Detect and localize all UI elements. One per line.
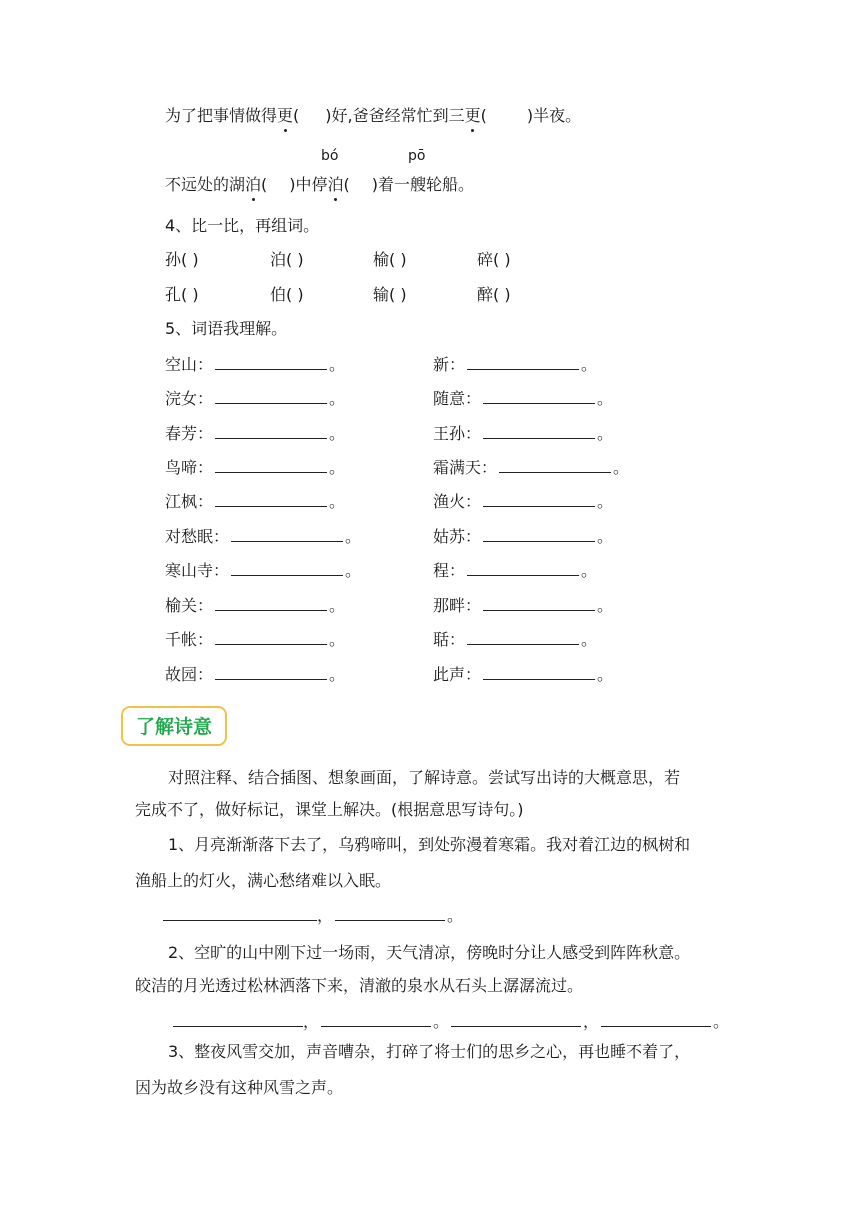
vocab-item: 春芳： 。 xyxy=(165,424,346,443)
vocab-item: 霜满天： 。 xyxy=(433,458,630,477)
answer-blank[interactable] xyxy=(483,389,595,404)
answer-blank[interactable] xyxy=(163,906,317,921)
intro-line-1: 对照注释、结合插图、想象画面，了解诗意。尝试写出诗的大概意思，若 xyxy=(168,768,681,787)
marked-char: 更 xyxy=(464,106,481,125)
pinyin-po: pō xyxy=(408,148,426,164)
section-badge xyxy=(121,706,227,746)
answer-blank[interactable] xyxy=(499,458,611,473)
answer-blank[interactable] xyxy=(483,492,595,507)
q4-item[interactable]: 孙( ) xyxy=(165,250,199,269)
pinyin-bo: bó xyxy=(321,148,339,164)
answer-blank[interactable] xyxy=(321,1012,431,1027)
item-2-line-1: 2、空旷的山中刚下过一场雨，天气清凉，傍晚时分让人感受到阵阵秋意。 xyxy=(168,943,691,962)
answer-blank[interactable] xyxy=(215,424,327,439)
vocab-item: 寒山寺： 。 xyxy=(165,561,362,580)
answer-blank[interactable] xyxy=(215,389,327,404)
answer-blank[interactable] xyxy=(483,527,595,542)
vocab-item: 榆关： 。 xyxy=(165,596,346,615)
item-2-line-2: 皎洁的月光透过松林洒落下来，清澈的泉水从石头上潺潺流过。 xyxy=(135,976,584,995)
text: )中停 xyxy=(289,175,328,194)
answer-blank[interactable] xyxy=(467,561,579,576)
text: ( xyxy=(261,175,268,194)
answer-blank[interactable] xyxy=(483,596,595,611)
answer-blank[interactable] xyxy=(601,1012,711,1027)
q4-item[interactable]: 伯( ) xyxy=(270,285,304,304)
answer-blank[interactable] xyxy=(483,665,595,680)
answer-blank[interactable] xyxy=(215,630,327,645)
marked-char: 泊 xyxy=(245,175,262,194)
vocab-item: 故园： 。 xyxy=(165,665,346,684)
vocab-item: 新： 。 xyxy=(433,355,598,374)
vocab-item: 江枫： 。 xyxy=(165,492,346,511)
answer-blank[interactable] xyxy=(231,561,343,576)
vocab-item: 姑苏： 。 xyxy=(433,527,614,546)
q4-item[interactable]: 碎( ) xyxy=(477,250,511,269)
q4-title: 4、比一比，再组词。 xyxy=(165,216,320,235)
item-1-line-2: 渔船上的灯火，满心愁绪难以入眠。 xyxy=(135,871,392,890)
vocab-item: 王孙： 。 xyxy=(433,424,614,443)
answer-blank[interactable] xyxy=(173,1012,303,1027)
answer-blank[interactable] xyxy=(451,1012,581,1027)
vocab-item: 那畔： 。 xyxy=(433,596,614,615)
item-3-line-2: 因为故乡没有这种风雪之声。 xyxy=(135,1078,344,1097)
vocab-item: 聒： 。 xyxy=(433,630,598,649)
answer-blank[interactable] xyxy=(467,630,579,645)
item-2-answer: ， 。 ， 。 xyxy=(173,1012,729,1032)
answer-blank[interactable] xyxy=(215,355,327,370)
text: ( xyxy=(480,106,487,125)
text: )好,爸爸经常忙到三 xyxy=(325,106,465,125)
polyphone-line-bo xyxy=(165,175,474,195)
intro-line-2: 完成不了，做好标记，课堂上解决。(根据意思写诗句。) xyxy=(135,800,524,819)
answer-blank[interactable] xyxy=(215,665,327,680)
answer-blank[interactable] xyxy=(215,458,327,473)
answer-blank[interactable] xyxy=(483,424,595,439)
vocab-item: 此声： 。 xyxy=(433,665,614,684)
item-3-line-1: 3、整夜风雪交加，声音嘈杂，打碎了将士们的思乡之心，再也睡不着了， xyxy=(168,1042,691,1061)
item-1-line-1: 1、月亮渐渐落下去了，乌鸦啼叫，到处弥漫着寒霜。我对着江边的枫树和 xyxy=(168,835,691,854)
text: )着一艘轮船。 xyxy=(371,175,475,194)
q4-item[interactable]: 输( ) xyxy=(373,285,407,304)
marked-char: 泊 xyxy=(327,175,344,194)
answer-blank[interactable] xyxy=(231,527,343,542)
q4-item[interactable]: 榆( ) xyxy=(373,250,407,269)
vocab-item: 浣女： 。 xyxy=(165,389,346,408)
q4-item[interactable]: 孔( ) xyxy=(165,285,199,304)
marked-char: 更 xyxy=(277,106,294,125)
vocab-item: 千帐： 。 xyxy=(165,630,346,649)
answer-blank[interactable] xyxy=(467,355,579,370)
answer-blank[interactable] xyxy=(335,906,445,921)
text: )半夜。 xyxy=(526,106,582,125)
answer-blank[interactable] xyxy=(215,492,327,507)
q4-item[interactable]: 泊( ) xyxy=(270,250,304,269)
vocab-item: 程： 。 xyxy=(433,561,598,580)
vocab-item: 空山： 。 xyxy=(165,355,346,374)
text: ( xyxy=(343,175,350,194)
q4-item[interactable]: 醉( ) xyxy=(477,285,511,304)
answer-blank[interactable] xyxy=(215,596,327,611)
vocab-item: 渔火： 。 xyxy=(433,492,614,511)
text: ( xyxy=(293,106,300,125)
vocab-item: 鸟啼： 。 xyxy=(165,458,346,477)
section-badge-label: 了解诗意 xyxy=(135,716,212,738)
vocab-item: 随意： 。 xyxy=(433,389,614,408)
text: 不远处的湖 xyxy=(165,175,246,194)
polyphone-line-geng xyxy=(165,106,581,126)
item-1-answer: ， 。 xyxy=(163,906,463,926)
q5-title: 5、词语我理解。 xyxy=(165,319,288,338)
vocab-item: 对愁眠： 。 xyxy=(165,527,362,546)
text: 为了把事情做得 xyxy=(165,106,278,125)
